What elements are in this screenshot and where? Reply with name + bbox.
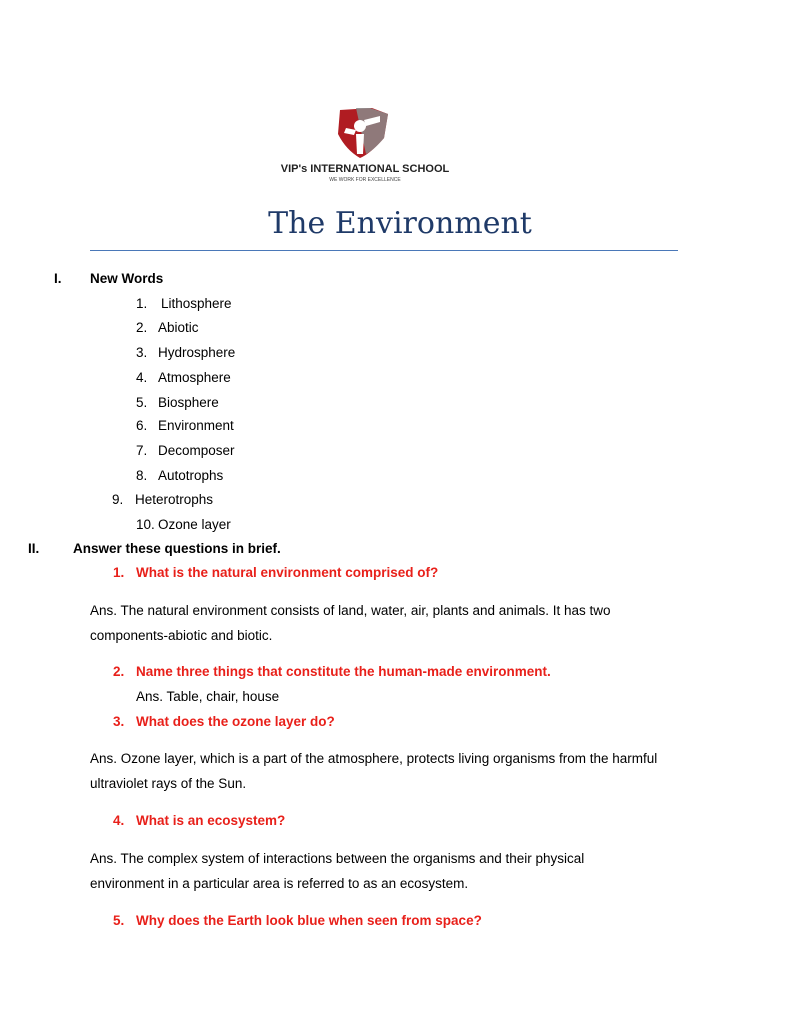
logo-tagline: WE WORK FOR EXCELLENCE <box>329 177 401 183</box>
logo-school-name: VIP's INTERNATIONAL SCHOOL <box>280 163 450 175</box>
page-title: The Environment <box>268 206 532 241</box>
answer-line: Ans. Table, chair, house <box>136 689 280 704</box>
word-num: 8. <box>136 468 148 483</box>
answer-line: Ans. The complex system of interactions between the organisms and their physical <box>90 851 585 866</box>
word-num: 4. <box>136 370 148 385</box>
section2-numeral: II. <box>28 541 40 556</box>
question-text: What is an ecosystem? <box>136 813 286 828</box>
word-item: Decomposer <box>158 443 235 458</box>
word-num: 2. <box>136 320 148 335</box>
word-item: Atmosphere <box>158 370 231 385</box>
answer-line: Ans. Ozone layer, which is a part of the atmosphere, protects living organisms from the harmful <box>90 751 658 766</box>
question-number: 4. <box>113 813 125 828</box>
word-item: Environment <box>158 418 234 433</box>
word-num: 7. <box>136 443 148 458</box>
word-item: Autotrophs <box>158 468 224 483</box>
question-text: What is the natural environment comprised of? <box>136 565 439 580</box>
question-text: Name three things that constitute the human-made environment. <box>136 664 551 679</box>
answer-line: ultraviolet rays of the Sun. <box>90 776 247 791</box>
school-logo <box>280 104 450 186</box>
question-number: 2. <box>113 664 125 679</box>
word-item: Lithosphere <box>161 296 232 311</box>
question-text: Why does the Earth look blue when seen from space? <box>136 913 482 928</box>
word-item: Biosphere <box>158 395 219 410</box>
word-num: 9. <box>112 492 124 507</box>
word-num: 3. <box>136 345 148 360</box>
answer-line: Ans. The natural environment consists of land, water, air, plants and animals. It has two <box>90 603 611 618</box>
question-text: What does the ozone layer do? <box>136 714 335 729</box>
word-num: 5. <box>136 395 148 410</box>
word-num: 10. <box>136 517 155 532</box>
question-number: 5. <box>113 913 125 928</box>
word-item: Abiotic <box>158 320 199 335</box>
question-number: 3. <box>113 714 125 729</box>
word-item: Ozone layer <box>158 517 231 532</box>
question-number: 1. <box>113 565 125 580</box>
title-rule <box>90 250 678 251</box>
section1-heading: New Words <box>90 271 164 286</box>
word-item: Hydrosphere <box>158 345 236 360</box>
word-num: 6. <box>136 418 148 433</box>
word-num: 1. <box>136 296 148 311</box>
section1-numeral: I. <box>54 271 62 286</box>
answer-line: components-abiotic and biotic. <box>90 628 273 643</box>
word-item: Heterotrophs <box>135 492 214 507</box>
shield-icon <box>280 104 450 186</box>
section2-heading: Answer these questions in brief. <box>73 541 281 556</box>
answer-line: environment in a particular area is referred to as an ecosystem. <box>90 876 469 891</box>
